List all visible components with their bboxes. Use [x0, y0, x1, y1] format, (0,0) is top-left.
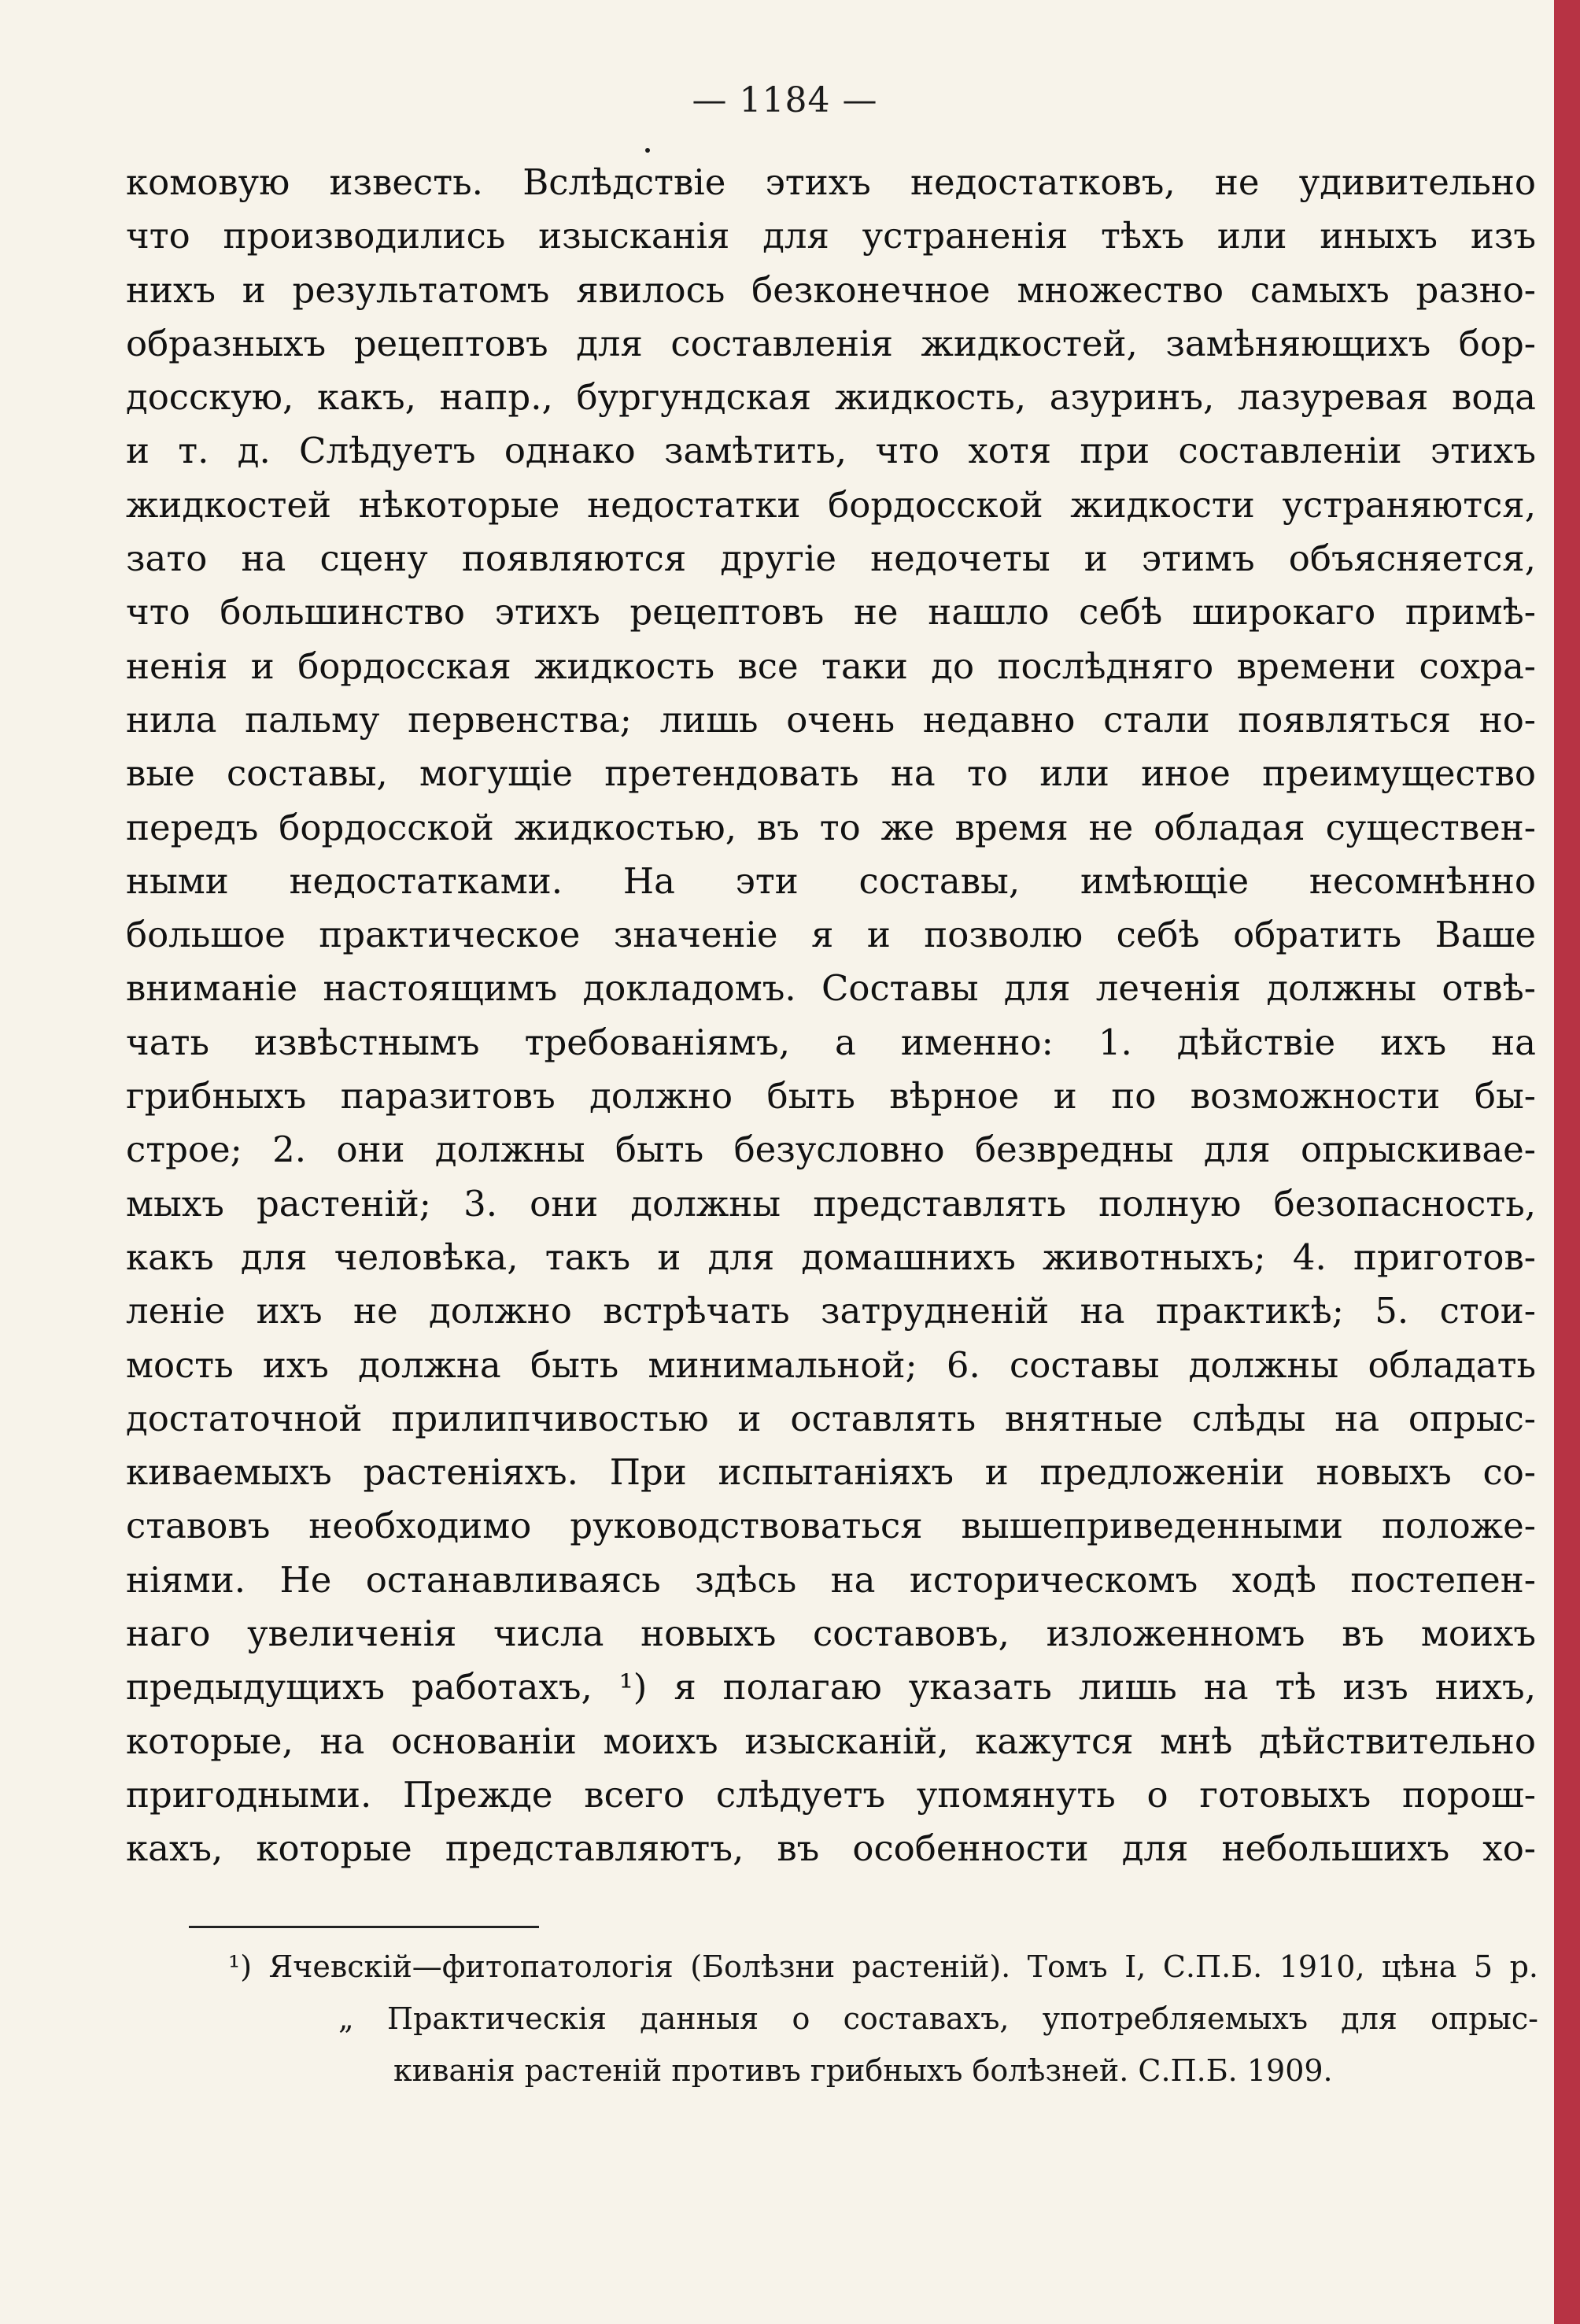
- print-speck: [645, 148, 650, 153]
- body-line: ненія и бордосская жидкость все таки до послѣдняго времени сохра-: [126, 645, 1536, 687]
- body-line: досскую, какъ, напр., бургундская жидкость, азуринъ, лазуревая вода: [126, 376, 1536, 419]
- body-line: строе; 2. они должны быть безусловно безвредны для опрыскивае-: [126, 1129, 1536, 1171]
- body-line: что производились изысканія для устраненія тѣхъ или иныхъ изъ: [126, 215, 1536, 257]
- book-edge: [1554, 0, 1580, 2324]
- body-line: чать извѣстнымъ требованіямъ, а именно: 1. дѣйствіе ихъ на: [126, 1021, 1536, 1063]
- body-line: мыхъ растеній; 3. они должны представлять полную безопасность,: [126, 1182, 1536, 1225]
- body-line: ными недостатками. На эти составы, имѣющіе несомнѣнно: [126, 859, 1536, 902]
- body-line: зато на сцену появляются другіе недочеты и этимъ объясняется,: [126, 538, 1536, 580]
- body-line: грибныхъ паразитовъ должно быть вѣрное и по возможности бы-: [126, 1075, 1536, 1118]
- body-line: большое практическое значеніе я и позволю себѣ обратить Ваше: [126, 914, 1536, 956]
- body-line: нила пальму первенства; лишь очень недавно стали появляться но-: [126, 698, 1536, 741]
- body-line: достаточной прилипчивостью и оставлять внятные слѣды на опрыс-: [126, 1397, 1536, 1439]
- body-line: наго увеличенія числа новыхъ составовъ, изложенномъ въ моихъ: [126, 1613, 1536, 1655]
- page-number: — 1184 —: [692, 80, 878, 120]
- body-line: и т. д. Слѣдуетъ однако замѣтить, что хотя при составленіи этихъ: [126, 430, 1536, 472]
- body-text: [126, 156, 1536, 1876]
- body-line: кахъ, которые представляютъ, въ особенности для небольшихъ хо-: [126, 1827, 1536, 1870]
- footnotes: [228, 1941, 1538, 2097]
- body-line: что большинство этихъ рецептовъ не нашло себѣ широкаго примѣ-: [126, 591, 1536, 634]
- body-line: вые составы, могущіе претендовать на то или иное преимущество: [126, 752, 1536, 795]
- body-line: предыдущихъ работахъ, ¹) я полагаю указать лишь на тѣ изъ нихъ,: [126, 1666, 1536, 1709]
- body-line: мость ихъ должна быть минимальной; 6. составы должны обладать: [126, 1343, 1536, 1386]
- body-line: ніями. Не останавливаясь здѣсь на историческомъ ходѣ постепен-: [126, 1558, 1536, 1601]
- body-line: образныхъ рецептовъ для составленія жидкостей, замѣняющихъ бор-: [126, 322, 1536, 364]
- footnote-divider: [189, 1926, 539, 1928]
- body-line: пригодными. Прежде всего слѣдуетъ упомянуть о готовыхъ порош-: [126, 1773, 1536, 1816]
- body-line: комовую известь. Вслѣдствіе этихъ недостатковъ, не удивительно: [126, 161, 1536, 203]
- body-line: которые, на основаніи моихъ изысканій, кажутся мнѣ дѣйствительно: [126, 1720, 1536, 1762]
- body-line: какъ для человѣка, такъ и для домашнихъ животныхъ; 4. приготов-: [126, 1236, 1536, 1278]
- body-line: леніе ихъ не должно встрѣчать затрудненій на практикѣ; 5. стои-: [126, 1290, 1536, 1332]
- body-line: передъ бордосской жидкостью, въ то же время не обладая существен-: [126, 806, 1536, 848]
- body-line: жидкостей нѣкоторые недостатки бордосской жидкости устраняются,: [126, 483, 1536, 526]
- body-line: киваемыхъ растеніяхъ. При испытаніяхъ и предложеніи новыхъ со-: [126, 1451, 1536, 1494]
- footnote-line: ¹) Ячевскій—фитопатологія (Болѣзни растеній). Томъ I, С.П.Б. 1910, цѣна 5 р.: [228, 1949, 1538, 1984]
- footnote-line: киванія растеній противъ грибныхъ болѣзней. С.П.Б. 1909.: [393, 2053, 1333, 2088]
- body-line: нихъ и результатомъ явилось безконечное множество самыхъ разно-: [126, 268, 1536, 311]
- body-line: вниманіе настоящимъ докладомъ. Составы для леченія должны отвѣ-: [126, 967, 1536, 1010]
- footnote-line: „ Практическія данныя о составахъ, употребляемыхъ для опрыс-: [338, 2001, 1538, 2036]
- body-line: ставовъ необходимо руководствоваться вышеприведенными положе-: [126, 1505, 1536, 1547]
